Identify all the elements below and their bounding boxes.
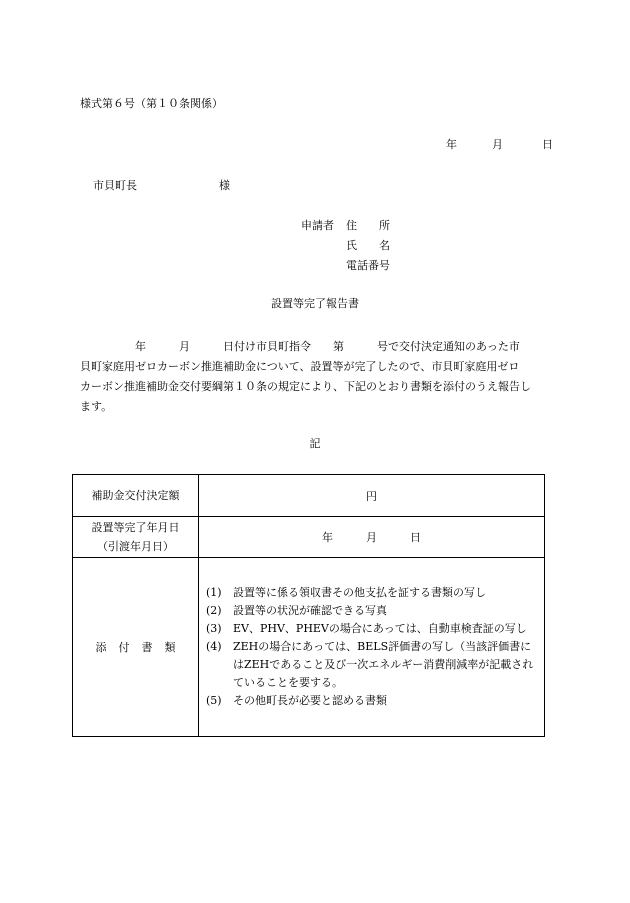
date-year: 年 [446,138,457,151]
addressee [93,179,230,193]
table-row-docs [73,558,545,737]
doc-number: (4) [206,640,222,653]
table-row-date [73,517,545,558]
date-line [446,138,553,152]
body-line-3: カーボン推進補助金交付要綱第１０条の規定により、下記のとおり書類を添付のうえ報告し [80,380,531,393]
doc-text: EV、PHV、PHEVの場合にあっては、自動車検査証の写し [233,622,527,635]
body-line-4: ます。 [80,400,113,413]
body-line-1: 年 月 日付け市貝町指令 第 号で交付決定通知のあった市 [80,340,520,353]
docs-list [199,584,544,710]
list-item [206,602,536,620]
name-label: 氏 名 [346,239,390,252]
list-item [206,638,536,692]
form-number: 様式第６号（第１０条関係） [80,97,223,110]
table-row-amount [73,475,545,517]
date-value: 年 月 日 [199,517,545,558]
amount-label: 補助金交付決定額 [73,475,199,517]
date-label-line-1: 設置等完了年月日 [91,521,180,534]
addressee-name: 市貝町長 [93,179,137,192]
doc-number: (5) [206,694,222,707]
date-day: 日 [542,138,553,151]
address-label: 住 所 [346,219,390,232]
docs-label: 添付書類 [95,640,188,654]
doc-number: (2) [206,604,222,617]
date-label-line-2: （引渡年月日） [97,540,174,553]
applicant-label: 申請者 [301,219,334,232]
doc-text: 設置等の状況が確認できる写真 [233,604,387,617]
list-item [206,692,536,710]
doc-number: (1) [206,586,222,599]
report-table [72,474,545,737]
document-title: 設置等完了報告書 [271,297,359,310]
body-text [80,337,555,417]
ki-heading: 記 [309,437,321,450]
date-label [73,517,199,558]
doc-number: (3) [206,622,222,635]
doc-text: その他町長が必要と認める書類 [233,694,387,707]
applicant-fields [346,219,390,279]
docs-cell [199,558,545,737]
list-item [206,584,536,602]
doc-text: ZEHの場合にあっては、BELS評価書の写し（当該評価書にはZEHであること及び一次エネルギー消費削減率が記載されていることを要する。 [233,640,534,689]
list-item [206,620,536,638]
addressee-honorific: 様 [219,179,230,192]
amount-unit: 円 [199,475,545,517]
body-line-2: 貝町家庭用ゼロカーボン推進補助金について、設置等が完了したので、市貝町家庭用ゼロ [80,360,520,373]
date-month: 月 [492,138,503,151]
doc-text: 設置等に係る領収書その他支払を証する書類の写し [233,586,486,599]
docs-label-cell [73,558,199,737]
phone-label: 電話番号 [346,259,390,272]
